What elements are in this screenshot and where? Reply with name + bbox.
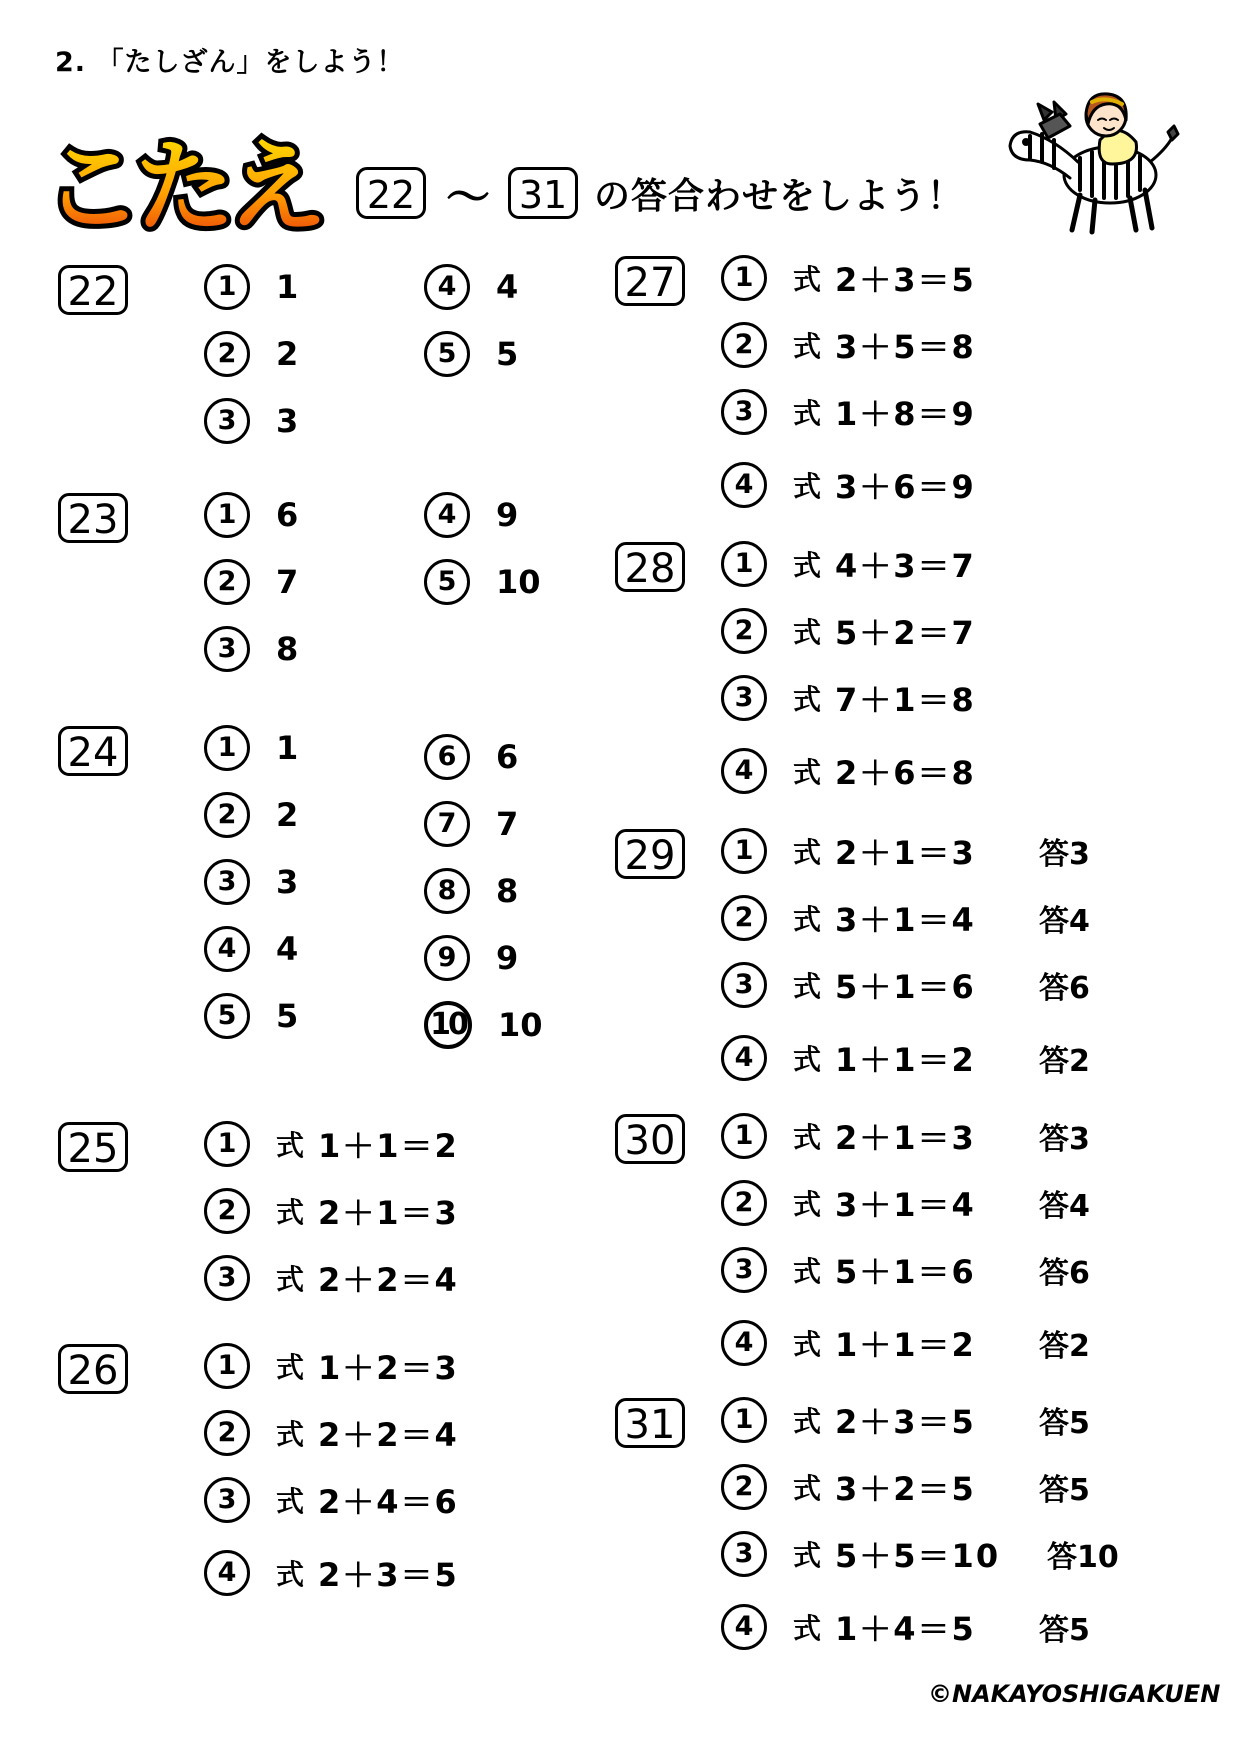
answer-label: 答4 (1039, 1189, 1090, 1224)
answer-item (204, 557, 298, 607)
answer-item (721, 1602, 1090, 1652)
circled-number: 5 (424, 559, 470, 605)
circled-number: 4 (721, 1604, 767, 1650)
answer-label: 答2 (1039, 1329, 1090, 1364)
answer-value: 8 (496, 872, 519, 910)
circled-number: 2 (721, 608, 767, 654)
answer-item (424, 732, 518, 782)
answer-item (204, 396, 298, 446)
kotae-logo (43, 118, 319, 246)
answer-item (424, 262, 518, 312)
range-tilde: 〜 (446, 172, 490, 223)
formula-label: 式 (793, 1043, 822, 1076)
equation: 5＋2＝7 (835, 614, 976, 652)
circled-number: 1 (721, 255, 767, 301)
answer-value: 2 (276, 796, 299, 834)
problem-number-box: 23 (58, 493, 128, 543)
answer-item (204, 924, 298, 974)
circled-number: 3 (721, 962, 767, 1008)
circled-number: 6 (424, 734, 470, 780)
formula-label: 式 (793, 330, 822, 363)
range-start-box: 22 (356, 167, 426, 219)
circled-number: 5 (424, 331, 470, 377)
answer-value: 8 (276, 630, 299, 668)
answer-value: 5 (276, 997, 299, 1035)
circled-number: 4 (204, 926, 250, 972)
formula-label: 式 (793, 683, 822, 716)
answer-item (204, 857, 298, 907)
answer-value: 2 (276, 335, 299, 373)
answer-item (721, 253, 1015, 303)
formula-label: 式 (276, 1196, 305, 1229)
circled-number: 4 (721, 1035, 767, 1081)
problem-number-box: 27 (615, 256, 685, 306)
circled-number: 1 (204, 492, 250, 538)
equation: 7＋1＝8 (835, 681, 976, 719)
problem-number-box: 29 (615, 829, 685, 879)
answer-item (721, 606, 1015, 656)
equation: 2＋6＝8 (835, 754, 976, 792)
answer-value: 6 (276, 496, 299, 534)
problem-number-box: 25 (58, 1122, 128, 1172)
answer-item (721, 673, 1015, 723)
problem-number-box: 30 (615, 1114, 685, 1164)
answer-item (204, 1253, 498, 1303)
circled-number: 4 (721, 748, 767, 794)
circled-number: 4 (424, 264, 470, 310)
answer-label: 答5 (1039, 1613, 1090, 1648)
equation: 3＋1＝4 (835, 1186, 976, 1224)
formula-label: 式 (793, 836, 822, 869)
equation: 3＋1＝4 (835, 901, 976, 939)
answer-item (204, 790, 298, 840)
answer-value: 10 (498, 1006, 543, 1044)
formula-label: 式 (793, 549, 822, 582)
answer-item (424, 933, 518, 983)
equation: 1＋2＝3 (318, 1349, 459, 1387)
logo-text: こたえ (43, 129, 319, 246)
kotae-logo-graphic (43, 118, 319, 246)
equation: 1＋1＝2 (835, 1326, 976, 1364)
circled-number: 2 (721, 1180, 767, 1226)
formula-label: 式 (276, 1351, 305, 1384)
equation: 4＋3＝7 (835, 547, 976, 585)
equation: 2＋4＝6 (318, 1483, 459, 1521)
equation: 5＋1＝6 (835, 1253, 976, 1291)
equation: 1＋8＝9 (835, 395, 976, 433)
circled-number: 2 (204, 1188, 250, 1234)
range-text: の答合わせをしよう！ (594, 175, 965, 217)
circled-number: 1 (721, 1397, 767, 1443)
formula-label: 式 (793, 1472, 822, 1505)
answer-item (424, 1000, 543, 1050)
answer-item (424, 490, 518, 540)
answer-item (204, 490, 298, 540)
problem-number-box: 31 (615, 1398, 685, 1448)
circled-number: 2 (204, 331, 250, 377)
answer-item (204, 1548, 498, 1598)
circled-number: 2 (204, 559, 250, 605)
answer-item (721, 1529, 1119, 1579)
answer-item (721, 893, 1090, 943)
answer-value: 10 (496, 563, 541, 601)
equation: 5＋1＝6 (835, 968, 976, 1006)
answer-value: 6 (496, 738, 519, 776)
circled-number: 3 (721, 389, 767, 435)
formula-label: 式 (793, 263, 822, 296)
equation: 2＋3＝5 (318, 1556, 459, 1594)
equation: 2＋2＝4 (318, 1416, 459, 1454)
answer-item (204, 991, 298, 1041)
answer-value: 5 (496, 335, 519, 373)
equation: 2＋3＝5 (835, 261, 976, 299)
answer-label: 答10 (1047, 1540, 1119, 1575)
answer-label: 答6 (1039, 1256, 1090, 1291)
formula-label: 式 (793, 1255, 822, 1288)
problem-number-box: 24 (58, 726, 128, 776)
answer-item (424, 329, 518, 379)
answer-item (721, 826, 1090, 876)
answer-item (204, 624, 298, 674)
formula-label: 式 (276, 1129, 305, 1162)
problem-number-box: 26 (58, 1344, 128, 1394)
answer-item (204, 1341, 498, 1391)
circled-number: 1 (204, 1121, 250, 1167)
formula-label: 式 (793, 1539, 822, 1572)
formula-label: 式 (793, 616, 822, 649)
formula-label: 式 (793, 470, 822, 503)
circled-number: 3 (204, 1255, 250, 1301)
circled-number: 1 (204, 1343, 250, 1389)
formula-label: 式 (276, 1558, 305, 1591)
circled-number: 8 (424, 868, 470, 914)
answer-value: 3 (276, 863, 299, 901)
answer-item (721, 1178, 1090, 1228)
answer-label: 答2 (1039, 1044, 1090, 1079)
answer-item (721, 1462, 1090, 1512)
circled-number: 2 (721, 322, 767, 368)
answer-value: 7 (496, 805, 519, 843)
circled-number: 5 (204, 993, 250, 1039)
formula-label: 式 (793, 397, 822, 430)
circled-number: 10 (424, 1001, 472, 1049)
answer-item (204, 1119, 498, 1169)
circled-number: 3 (204, 1477, 250, 1523)
answer-item (721, 960, 1090, 1010)
circled-number: 4 (721, 1320, 767, 1366)
answer-item (204, 1186, 498, 1236)
answer-label: 答3 (1039, 1122, 1090, 1157)
equation: 2＋1＝3 (835, 834, 976, 872)
equation: 2＋2＝4 (318, 1261, 459, 1299)
page-heading: 2. 「たしざん」をしよう！ (55, 47, 405, 78)
answer-item (721, 1033, 1090, 1083)
circled-number: 3 (204, 398, 250, 444)
formula-label: 式 (793, 970, 822, 1003)
answer-item (424, 866, 518, 916)
equation: 2＋1＝3 (318, 1194, 459, 1232)
answer-value: 9 (496, 939, 519, 977)
circled-number: 4 (424, 492, 470, 538)
circled-number: 4 (721, 462, 767, 508)
answer-item (204, 262, 298, 312)
answer-item (204, 1475, 498, 1525)
answer-item (204, 1408, 498, 1458)
circled-number: 9 (424, 935, 470, 981)
circled-number: 3 (204, 859, 250, 905)
equation: 3＋2＝5 (835, 1470, 976, 1508)
range-instruction (356, 165, 964, 221)
answer-item (721, 387, 1015, 437)
equation: 1＋1＝2 (318, 1127, 459, 1165)
formula-label: 式 (793, 1328, 822, 1361)
answer-item (721, 1245, 1090, 1295)
circled-number: 3 (204, 626, 250, 672)
formula-label: 式 (793, 1121, 822, 1154)
formula-label: 式 (793, 1612, 822, 1645)
answer-item (721, 320, 1015, 370)
circled-number: 7 (424, 801, 470, 847)
circled-number: 2 (721, 1464, 767, 1510)
circled-number: 1 (721, 541, 767, 587)
circled-number: 2 (204, 1410, 250, 1456)
answer-label: 答3 (1039, 837, 1090, 872)
equation: 3＋6＝9 (835, 468, 976, 506)
equation: 1＋4＝5 (835, 1610, 976, 1648)
answer-item (424, 557, 541, 607)
answer-value: 1 (276, 268, 299, 306)
equation: 1＋1＝2 (835, 1041, 976, 1079)
answer-item (721, 1111, 1090, 1161)
formula-label: 式 (276, 1418, 305, 1451)
circled-number: 2 (204, 792, 250, 838)
formula-label: 式 (276, 1485, 305, 1518)
answer-value: 9 (496, 496, 519, 534)
equation: 3＋5＝8 (835, 328, 976, 366)
answer-item (204, 329, 298, 379)
answer-item (721, 1318, 1090, 1368)
equation: 2＋1＝3 (835, 1119, 976, 1157)
circled-number: 2 (721, 895, 767, 941)
problem-number-box: 22 (58, 265, 128, 315)
problem-number-box: 28 (615, 542, 685, 592)
answer-value: 1 (276, 729, 299, 767)
answer-value: 4 (496, 268, 519, 306)
answer-item (424, 799, 518, 849)
answer-item (721, 539, 1015, 589)
answer-item (721, 1395, 1090, 1445)
circled-number: 3 (721, 1531, 767, 1577)
circled-number: 3 (721, 1247, 767, 1293)
circled-number: 1 (721, 1113, 767, 1159)
circled-number: 3 (721, 675, 767, 721)
answer-item (721, 746, 1015, 796)
formula-label: 式 (276, 1263, 305, 1296)
formula-label: 式 (793, 756, 822, 789)
circled-number: 4 (204, 1550, 250, 1596)
equation: 2＋3＝5 (835, 1403, 976, 1441)
circled-number: 1 (204, 725, 250, 771)
answer-value: 7 (276, 563, 299, 601)
answer-label: 答5 (1039, 1406, 1090, 1441)
formula-label: 式 (793, 1188, 822, 1221)
formula-label: 式 (793, 903, 822, 936)
equation: 5＋5＝10 (835, 1537, 1001, 1575)
zebra-rider-illustration (1000, 80, 1190, 240)
circled-number: 1 (721, 828, 767, 874)
formula-label: 式 (793, 1405, 822, 1438)
answer-item (204, 723, 298, 773)
answer-label: 答6 (1039, 971, 1090, 1006)
answer-value: 3 (276, 402, 299, 440)
answer-label: 答4 (1039, 904, 1090, 939)
copyright-text: ©NAKAYOSHIGAKUEN (928, 1680, 1221, 1708)
circled-number: 1 (204, 264, 250, 310)
answer-item (721, 460, 1015, 510)
range-end-box: 31 (508, 167, 578, 219)
answer-value: 4 (276, 930, 299, 968)
answer-label: 答5 (1039, 1473, 1090, 1508)
